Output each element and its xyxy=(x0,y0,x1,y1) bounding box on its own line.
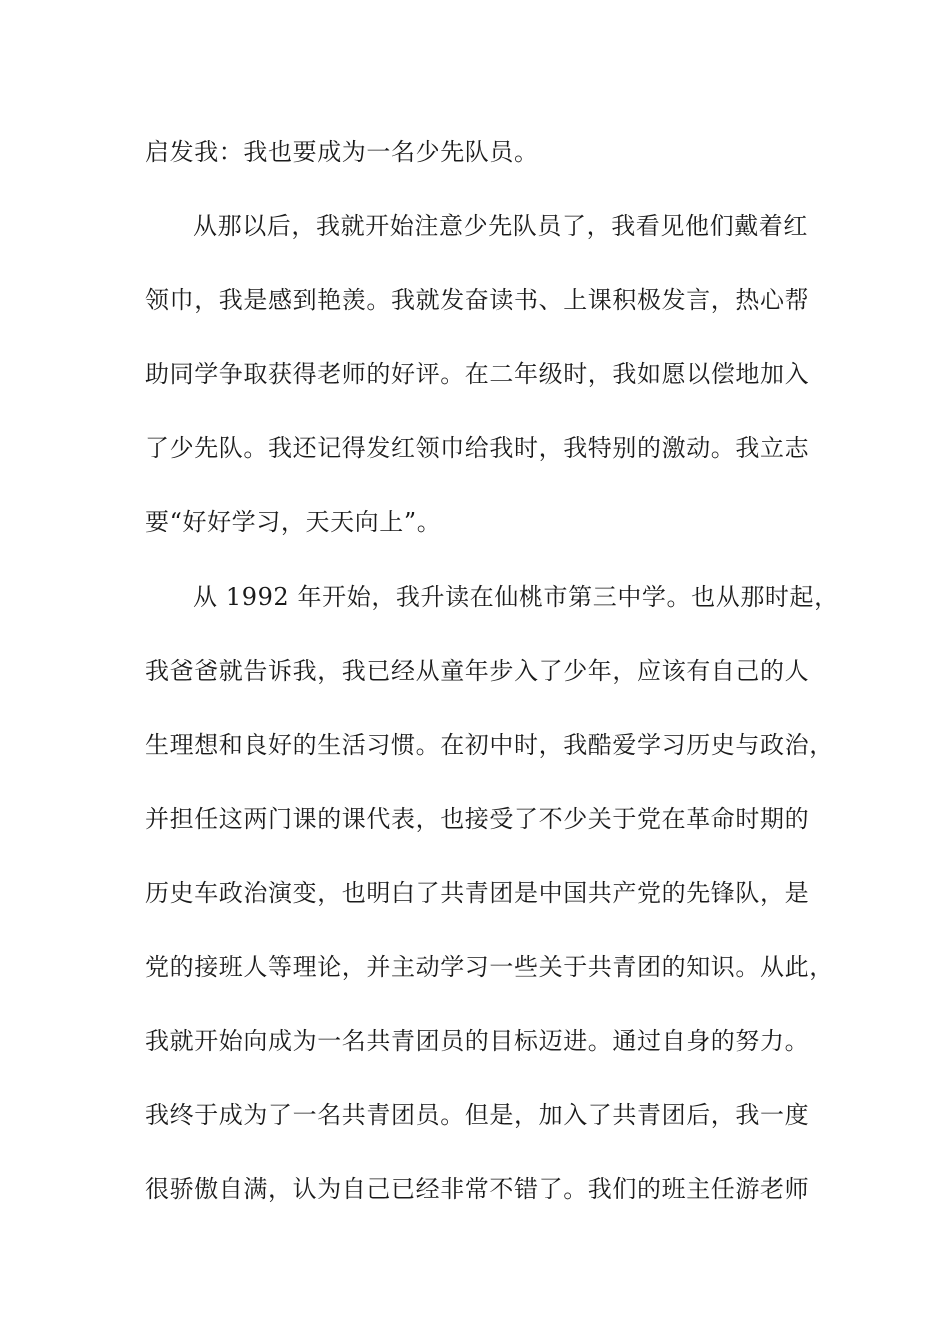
text-line: 党的接班人等理论，并主动学习一些关于共青团的知识。从此， xyxy=(145,953,834,982)
document-body xyxy=(145,127,839,1238)
paragraph-first-line: 从那以后，我就开始注意少先队员了，我看见他们戴着红 xyxy=(193,212,808,241)
text-line: 很骄傲自满，认为自己已经非常不错了。我们的班主任游老师 xyxy=(145,1175,810,1204)
text-line: 并担任这两门课的课代表，也接受了不少关于党在革命时期的 xyxy=(145,804,810,833)
text-line: 了少先队。我还记得发红领巾给我时，我特别的激动。我立志 xyxy=(145,434,810,463)
text-line: 我终于成为了一名共青团员。但是，加入了共青团后，我一度 xyxy=(145,1101,810,1130)
text-line: 助同学争取获得老师的好评。在二年级时，我如愿以偿地加入 xyxy=(145,360,810,389)
text-line: 要“好好学习，天天向上”。 xyxy=(145,508,442,537)
text-line: 领巾，我是感到艳羡。我就发奋读书、上课积极发言，热心帮 xyxy=(145,286,810,315)
text-line: 生理想和良好的生活习惯。在初中时，我酷爱学习历史与政治， xyxy=(145,730,834,759)
paragraph-first-line: 从 1992 年开始，我升读在仙桃市第三中学。也从那时起， xyxy=(193,582,839,611)
text-line: 我爸爸就告诉我，我已经从童年步入了少年，应该有自己的人 xyxy=(145,656,810,685)
text-line: 我就开始向成为一名共青团员的目标迈进。通过自身的努力。 xyxy=(145,1027,810,1056)
text-line: 启发我：我也要成为一名少先队员。 xyxy=(145,138,539,166)
text-line: 历史车政治演变，也明白了共青团是中国共产党的先锋队，是 xyxy=(145,878,810,907)
